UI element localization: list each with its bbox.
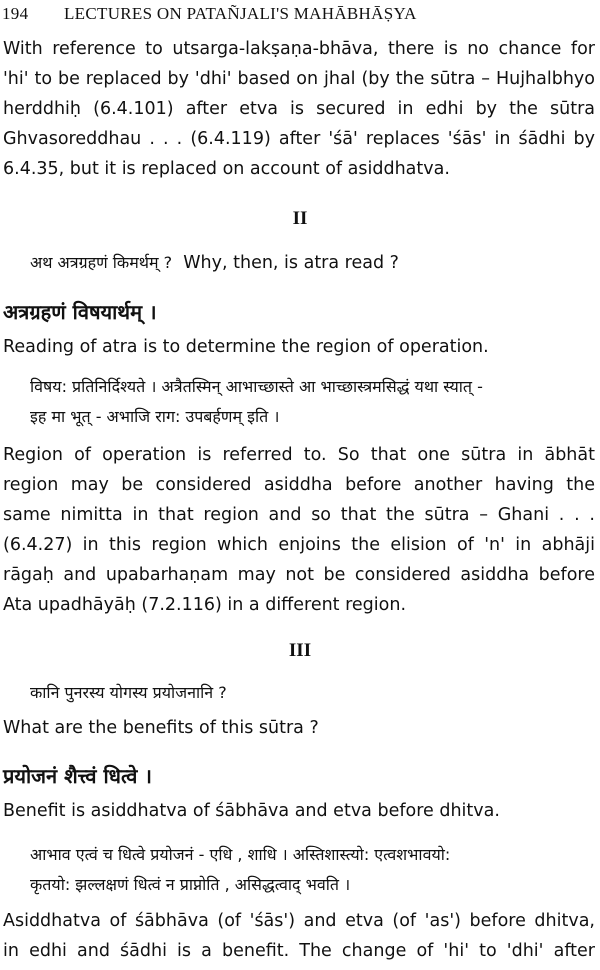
english-question-iii: What are the benefits of this sūtra ?: [3, 718, 319, 738]
commentary-line: विषय: प्रतिनिर्दिश्यते । अत्रैतस्मिन् आभाच्छास्ते आ भाच्छास्त्रमसिद्धं यथा स्यात् -: [30, 377, 483, 396]
text-line: Ghvasoreddhau . . . (6.4.119) after 'śā' replaces 'śās' in śādhi by: [3, 129, 595, 149]
text-line: Region of operation is referred to. So that one sūtra in ābhāt: [3, 445, 595, 465]
text-line: Ata upadhāyāḥ (7.2.116) in a different region.: [3, 595, 407, 615]
sutra-heading-ii: अत्रग्रहणं विषयार्थम् ।: [3, 300, 157, 324]
running-header: [0, 2, 600, 26]
section-heading-iii: III: [288, 640, 312, 661]
running-title: LECTURES ON PATAÑJALI'S MAHĀBHĀṢYA: [64, 4, 417, 23]
page-number: 194: [2, 4, 29, 23]
text-line: rāgaḥ and upabarhaṇam may not be considered asiddha before: [3, 565, 595, 585]
text-line: in edhi and śādhi is a benefit. The change of 'hi' to 'dhi' after: [3, 941, 595, 961]
commentary-line: कृतयो: झल्लक्षणं धित्वं न प्राप्नोति , असिद्धत्वाद् भवति ।: [30, 875, 351, 894]
explanation-iii: [3, 906, 595, 966]
text-line: Asiddhatva of śābhāva (of 'śās') and etva (of 'as') before dhitva,: [3, 911, 595, 931]
paragraph-1: [3, 34, 595, 184]
explanation-ii: [3, 440, 595, 620]
sutra-heading-iii: प्रयोजनं शैत्त्वं धित्वे ।: [3, 764, 152, 788]
text-line: region may be considered asiddha before another having the: [3, 475, 595, 495]
text-line: same nimitta in that region and so that the sūtra – Ghani . . .: [3, 505, 595, 525]
question-line-ii: [30, 248, 399, 278]
sutra-translation-ii: Reading of atra is to determine the region of operation.: [3, 337, 489, 357]
english-question: Why, then, is atra read ?: [183, 253, 399, 273]
sanskrit-question-iii: कानि पुनरस्य योगस्य प्रयोजनानि ?: [30, 683, 227, 702]
text-line: With reference to utsarga-lakṣaṇa-bhāva, there is no chance for: [3, 39, 595, 59]
commentary-ii: [30, 372, 483, 432]
commentary-iii: [30, 840, 450, 900]
section-heading-ii: II: [292, 208, 308, 229]
commentary-line: आभाव एत्वं च धित्वे प्रयोजनं - एधि , शाधि । अस्तिशास्त्यो: एत्वशभावयो:: [30, 845, 451, 864]
commentary-line: इह मा भूत् - अभाजि राग: उपबर्हणम् इति ।: [30, 407, 280, 426]
text-line: herddhiḥ (6.4.101) after etva is secured in edhi by the sūtra: [3, 99, 595, 119]
sanskrit-question: अथ अत्रग्रहणं किमर्थम् ?: [30, 253, 173, 272]
text-line: 'hi' to be replaced by 'dhi' based on jhal (by the sūtra – Hujhalbhyo: [3, 69, 595, 89]
sutra-translation-iii: Benefit is asiddhatva of śābhāva and etva before dhitva.: [3, 801, 500, 821]
text-line: 6.4.35, but it is replaced on account of asiddhatva.: [3, 159, 450, 179]
text-line: (6.4.27) in this region which enjoins the elision of 'n' in abhāji: [3, 535, 595, 555]
